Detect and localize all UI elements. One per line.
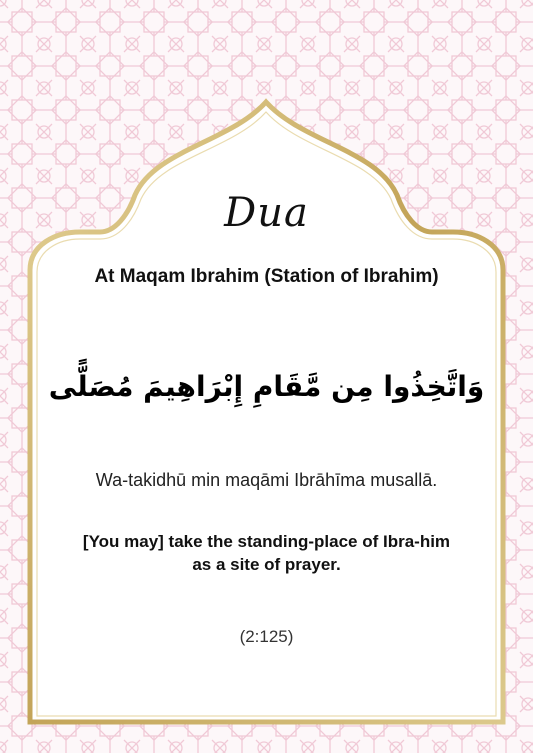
transliteration-text: Wa-takidhū min maqāmi Ibrāhīma musallā.	[95, 470, 438, 490]
dua-script-title: Dua	[224, 190, 309, 236]
card-subtitle: At Maqam Ibrahim (Station of Ibrahim)	[94, 266, 439, 287]
arabic-verse: وَاتَّخِذُوا مِن مَّقَامِ إِبْرَاهِيمَ مُصَلًّى	[48, 370, 485, 403]
translation-text: [You may] take the standing-place of Ibra-him as a site of prayer.	[82, 532, 451, 574]
verse-reference: (2:125)	[239, 627, 294, 646]
